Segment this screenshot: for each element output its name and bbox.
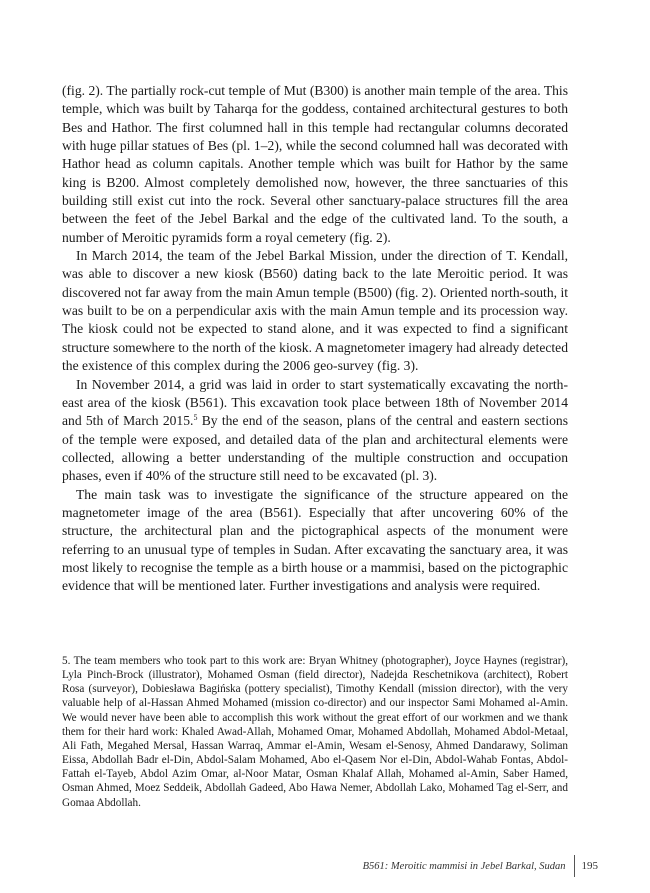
paragraph-4: The main task was to investigate the significance of the structure appeared on the magnetometer image of the area (B561). Especially that after uncovering 60% of the structure, the architectural plan and the pictographical aspects of the monument were referring to an unusual type of temples in Sudan. After excavating the sanctuary area, it was most likely to recognise the temple as a birth house or a mammisi, based on the pictographic evidence that will be mentioned later. Further investigations and analysis were required. <box>62 486 568 594</box>
footnote-section <box>62 654 568 810</box>
page-footer <box>363 855 598 877</box>
paragraph-3 <box>62 376 568 486</box>
paragraph-2: In March 2014, the team of the Jebel Barkal Mission, under the direction of T. Kendall, was able to discover a new kiosk (B560) dating back to the late Meroitic period. It was discovered not far away from the main Amun temple (B500) (fig. 2). Oriented north-south, it was built to be on a perpendicular axis with the main Amun temple and its procession way. The kiosk could not be expected to stand alone, and it was expected to find a significant structure somewhere to the north of the kiosk. A magnetometer imagery had already detected the existence of this complex during the 2006 geo-survey (fig. 3). <box>62 248 568 374</box>
main-text <box>62 82 568 596</box>
running-title: B561: Meroitic mammisi in Jebel Barkal, Sudan <box>362 860 566 872</box>
paragraph-3-text-a: In November 2014, a grid was laid in order to start systematically excavating the north-east area of the kiosk (B561). This excavation took place between 18th of November 2014 and 5th of March 2015. <box>62 376 568 429</box>
footnote-reference-5[interactable]: 5 <box>193 413 198 423</box>
paragraph-3-text-b: By the end of the season, plans of the central and eastern sections of the temple were exposed, and detailed data of the plan and architectural elements were collected, allowing a better understanding of the multiple construction and occupation phases, even if 40% of the structure still need to be excavated (pl. 3). <box>62 413 568 484</box>
paragraph-1: (fig. 2). The partially rock-cut temple of Mut (B300) is another main temple of the area. This temple, which was built by Taharqa for the goddess, contained architectural gestures to both Bes and Hathor. The first columned hall in this temple had rectangular columns decorated with huge pillar statues of Bes (pl. 1–2), while the second columned hall was decorated with Hathor head as column capitals. Another temple which was built for Hathor by the same king is B200. Almost completely demolished now, however, the three sanctuaries of this building still exist cut into the rock. Several other sanctuary-palace structures fill the area between the feet of the Jebel Barkal and the edge of the cultivated land. To the south, a number of Meroitic pyramids form a royal cemetery (fig. 2). <box>62 83 568 245</box>
footnote-5: 5. The team members who took part to this work are: Bryan Whitney (photographer), Joyce Haynes (registrar), Lyla Pinch-Brock (illustrator), Mohamed Osman (field director), Nadejda Reschetnikova (architect), Robert Rosa (surveyor), Dobiesława Bagińska (pottery specialist), Timothy Kendall (mission director), with the very valuable help of al-Hassan Ahmed Mohamed (mission co-director) and our inspector Sami Mohamed al-Amin. We would never have been able to accomplish this work without the great effort of our workmen and we thank them for their hard work: Khaled Awad-Allah, Mohamed Omar, Mohamed Abdollah, Mohamed Abdol-Metaal, Ali Fath, Megahed Mersal, Hassan Warraq, Ammar el-Amin, Wesam el-Senosy, Ahmed Dandarawy, Soliman Eissa, Abdollah Badr el-Din, Abdol-Salam Mohamed, Abo el-Qasem Nor el-Din, Abdol-Wahab Fontas, Abdol-Fattah el-Tayeb, Abdol Azim Omar, al-Noor Matar, Osman Khalaf Allah, Mohamed al-Amin, Saber Hamed, Osman Ahmed, Moez Seddeik, Abdollah Gadeed, Abo Hawa Nemer, Abdollah Lako, Mohamed Tag el-Serr, and Gomaa Abdollah. <box>62 655 568 809</box>
page-number: 195 <box>581 860 598 872</box>
